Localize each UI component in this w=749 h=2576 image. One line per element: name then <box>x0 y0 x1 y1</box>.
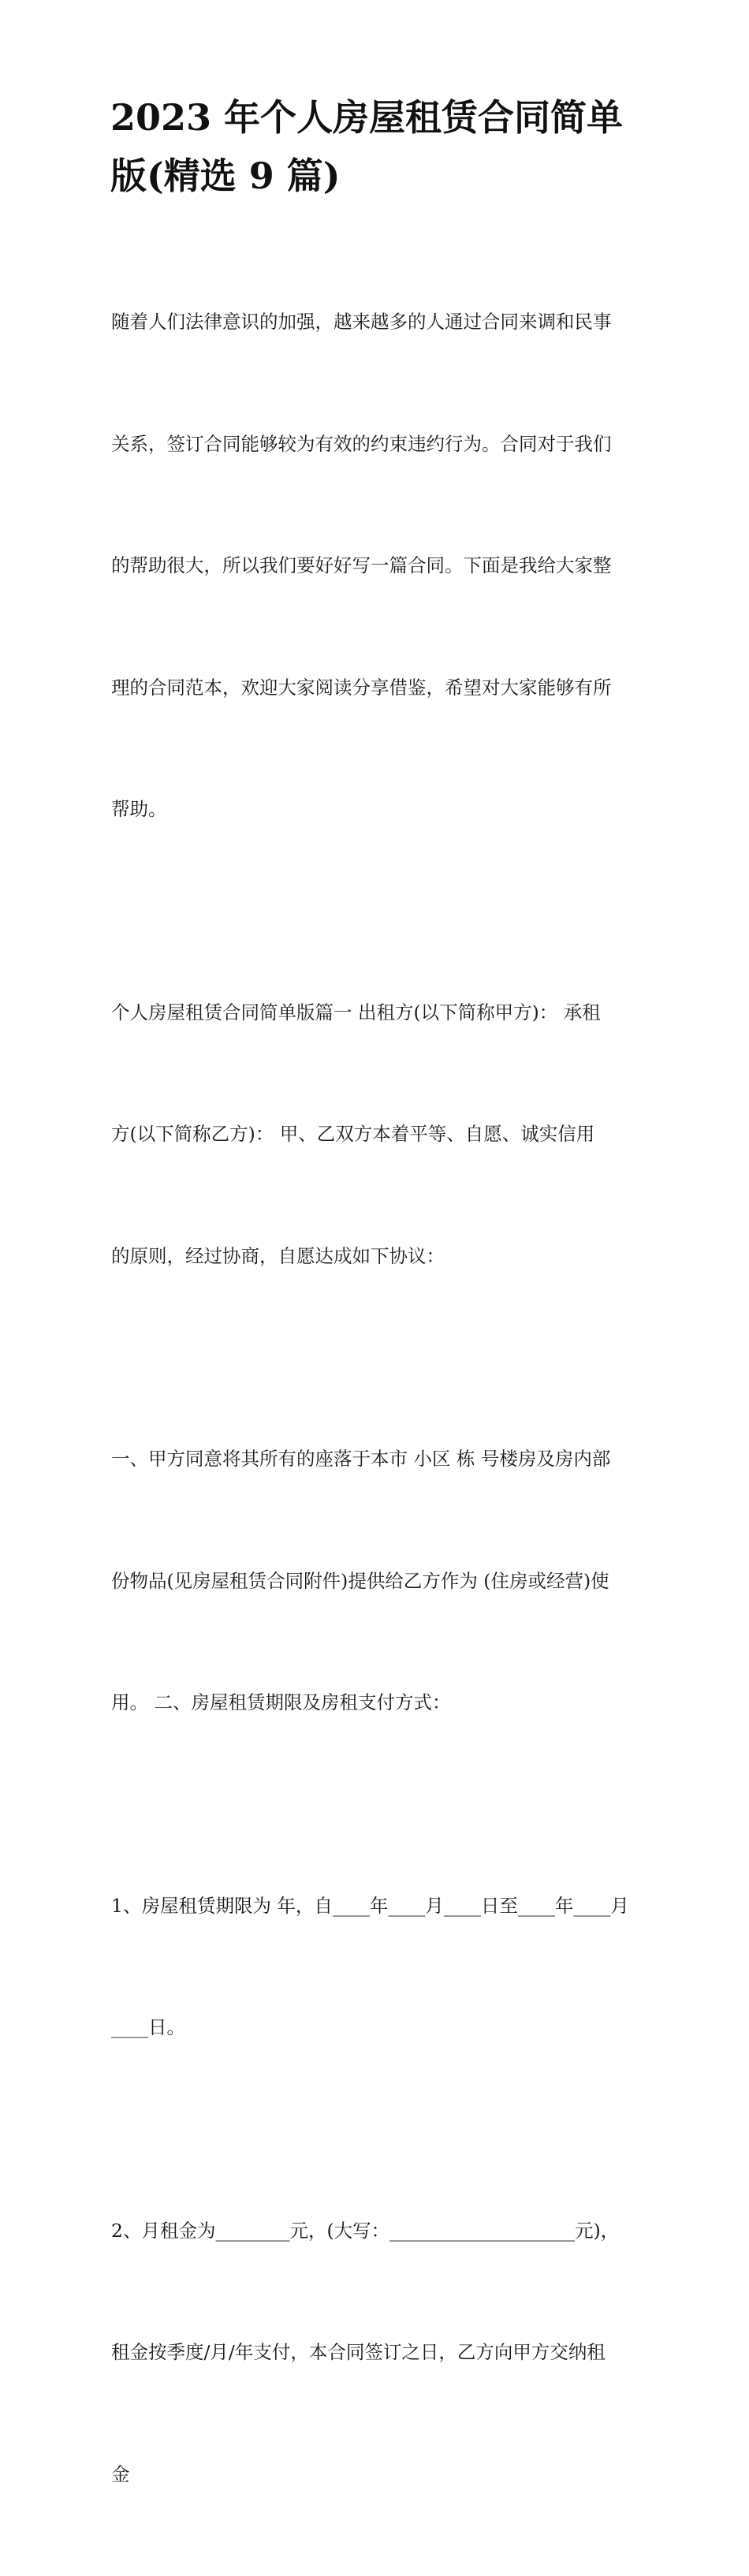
title-line-2: 版(精选 9 篇) <box>110 147 654 205</box>
text-line: 金 <box>111 2455 655 2496</box>
text-line: 2、月租金为________元，(大写：____________________元)， <box>111 2211 655 2252</box>
text-line: 的帮助很大，所以我们要好好写一篇合同。下面是我给大家整 <box>111 546 655 587</box>
paragraph-contract-parties <box>111 911 655 1359</box>
text-line: 随着人们法律意识的加强，越来越多的人通过合同来调和民事 <box>111 302 655 343</box>
text-line: 的原则，经过协商，自愿达成如下协议： <box>111 1236 655 1277</box>
title-line-1: 2023 年个人房屋租赁合同简单 <box>110 88 654 147</box>
document-page <box>0 0 749 969</box>
paragraph-rent <box>111 2130 655 2576</box>
text-line: 1、房屋租赁期限为 年，自____年____月____日至____年____月 <box>111 1886 655 1927</box>
text-line: 个人房屋租赁合同简单版篇一 出租方(以下简称甲方)： 承租 <box>111 993 655 1034</box>
paragraph-clause-1 <box>111 1358 655 1805</box>
paragraph-intro <box>111 221 655 911</box>
text-line: 份物品(见房屋租赁合同附件)提供给乙方作为 (住房或经营)使 <box>111 1561 655 1602</box>
text-line: 帮助。 <box>111 789 655 830</box>
text-line: 理的合同范本，欢迎大家阅读分享借鉴，希望对大家能够有所 <box>111 668 655 709</box>
text-line: 方(以下简称乙方)： 甲、乙双方本着平等、自愿、诚实信用 <box>111 1114 655 1155</box>
text-line: 关系，签订合同能够较为有效的约束违约行为。合同对于我们 <box>111 424 655 465</box>
document-title <box>110 88 654 205</box>
document-body <box>111 221 655 2576</box>
text-line: ____日。 <box>111 2007 655 2048</box>
paragraph-lease-term <box>111 1805 655 2130</box>
text-line: 租金按季度/月/年支付，本合同签订之日，乙方向甲方交纳租 <box>111 2332 655 2373</box>
text-line: 一、甲方同意将其所有的座落于本市 小区 栋 号楼房及房内部 <box>111 1439 655 1480</box>
text-line: 用。 二、房屋租赁期限及房租支付方式： <box>111 1683 655 1724</box>
